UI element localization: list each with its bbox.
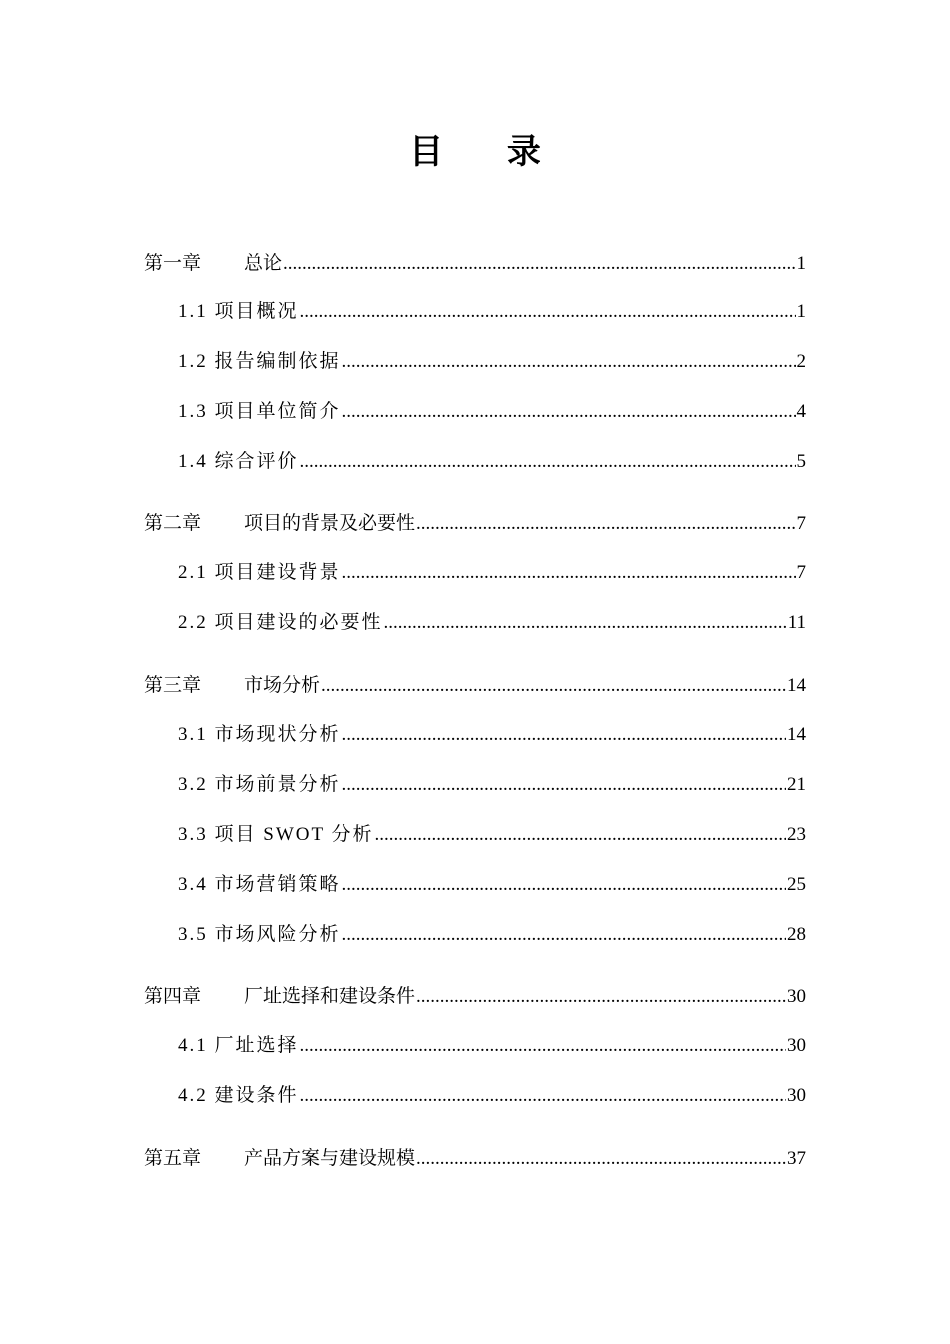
page-number: 2	[796, 351, 806, 372]
chapter-number: 第一章	[144, 252, 202, 274]
page-number: 23	[787, 824, 806, 845]
toc-section-3-4[interactable]	[178, 870, 806, 900]
dot-leader	[300, 447, 796, 477]
dot-leader	[300, 297, 796, 327]
page-number: 11	[787, 612, 806, 633]
dot-leader	[416, 982, 786, 1012]
page-number: 1	[796, 301, 806, 322]
section-title: 2.1 项目建设背景	[178, 562, 341, 583]
page-number: 30	[787, 986, 806, 1007]
section-title: 1.3 项目单位简介	[178, 401, 341, 422]
toc-section-3-1[interactable]	[178, 720, 806, 750]
section-title: 2.2 项目建设的必要性	[178, 612, 383, 633]
toc-section-1-3[interactable]	[178, 397, 806, 427]
section-title: 3.1 市场现状分析	[178, 724, 341, 745]
page-number: 14	[787, 675, 806, 696]
page-number: 37	[787, 1148, 806, 1169]
chapter-number: 第五章	[144, 1147, 202, 1169]
chapter-title: 厂址选择和建设条件	[244, 985, 416, 1007]
page-number: 21	[787, 774, 806, 795]
dot-leader	[342, 347, 796, 377]
chapter-title: 产品方案与建设规模	[244, 1147, 416, 1169]
page-number: 1	[796, 253, 806, 274]
dot-leader	[416, 509, 795, 539]
toc-section-4-1[interactable]	[178, 1031, 806, 1061]
page-number: 7	[796, 513, 806, 534]
dot-leader	[321, 671, 786, 701]
toc-section-2-1[interactable]	[178, 558, 806, 588]
chapter-number: 第三章	[144, 674, 202, 696]
page-number: 7	[796, 562, 806, 583]
toc-chapter-3[interactable]	[144, 670, 806, 700]
page-number: 30	[787, 1085, 806, 1106]
section-title: 3.2 市场前景分析	[178, 774, 341, 795]
page-number: 28	[787, 924, 806, 945]
section-title: 4.1 厂址选择	[178, 1035, 299, 1056]
dot-leader	[300, 1081, 786, 1111]
toc-section-4-2[interactable]	[178, 1081, 806, 1111]
chapter-title: 项目的背景及必要性	[244, 512, 416, 534]
dot-leader	[283, 249, 795, 279]
dot-leader	[416, 1144, 786, 1174]
dot-leader	[300, 1031, 786, 1061]
dot-leader	[342, 870, 786, 900]
toc-chapter-4[interactable]	[144, 981, 806, 1011]
section-title: 3.4 市场营销策略	[178, 874, 341, 895]
dot-leader	[342, 770, 786, 800]
dot-leader	[342, 720, 786, 750]
section-title: 3.5 市场风险分析	[178, 924, 341, 945]
toc-section-2-2[interactable]	[178, 608, 806, 638]
chapter-number: 第四章	[144, 985, 202, 1007]
toc-chapter-1[interactable]	[144, 248, 806, 278]
toc-section-3-5[interactable]	[178, 920, 806, 950]
section-title: 1.2 报告编制依据	[178, 351, 341, 372]
section-title: 4.2 建设条件	[178, 1085, 299, 1106]
toc-section-3-2[interactable]	[178, 770, 806, 800]
dot-leader	[342, 920, 786, 950]
dot-leader	[342, 558, 796, 588]
section-title: 1.4 综合评价	[178, 451, 299, 472]
dot-leader	[384, 608, 787, 638]
dot-leader	[342, 397, 796, 427]
toc-chapter-2[interactable]	[144, 508, 806, 538]
section-title: 3.3 项目 SWOT 分析	[178, 824, 374, 845]
chapter-number: 第二章	[144, 512, 202, 534]
dot-leader	[374, 820, 786, 850]
page-number: 30	[787, 1035, 806, 1056]
page-number: 14	[787, 724, 806, 745]
page-title: 目 录	[409, 132, 567, 172]
chapter-title: 市场分析	[244, 674, 321, 696]
toc-section-1-1[interactable]	[178, 297, 806, 327]
toc-section-3-3[interactable]	[178, 820, 806, 850]
page-number: 4	[796, 401, 806, 422]
page-number: 5	[796, 451, 806, 472]
toc-section-1-2[interactable]	[178, 347, 806, 377]
toc-section-1-4[interactable]	[178, 447, 806, 477]
chapter-title: 总论	[244, 252, 283, 274]
page-number: 25	[787, 874, 806, 895]
toc-chapter-5[interactable]	[144, 1143, 806, 1173]
section-title: 1.1 项目概况	[178, 301, 299, 322]
